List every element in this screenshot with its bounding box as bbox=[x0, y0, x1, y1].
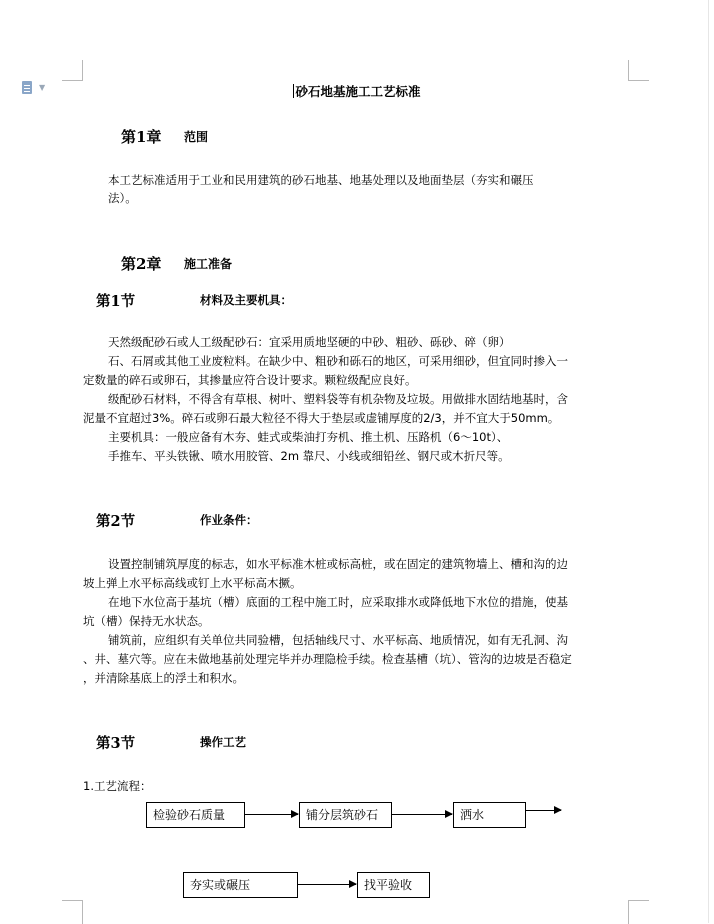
paragraph-line: ，并清除基底上的浮土和积水。 bbox=[83, 671, 244, 685]
section-3-heading bbox=[96, 732, 246, 753]
flow-step-inspect-sand: 检验砂石质量 bbox=[146, 802, 245, 828]
flow-arrow bbox=[298, 884, 356, 885]
page-corner-bottom-left bbox=[62, 900, 83, 924]
section-2-number: 第2节 bbox=[96, 513, 136, 530]
paragraph-line: 、井、墓穴等。应在未做地基前处理完毕并办理隐检手续。检查基槽（坑）、管沟的边坡是否稳定 bbox=[83, 652, 572, 666]
section-1-title: 材料及主要机具： bbox=[200, 293, 292, 307]
paragraph-line: 法）。 bbox=[108, 191, 137, 205]
chevron-down-icon[interactable]: ▼ bbox=[39, 83, 46, 92]
section-2-title: 作业条件： bbox=[200, 513, 258, 527]
chapter-1-title: 范围 bbox=[184, 130, 209, 144]
document-title[interactable]: 砂石地基施工工艺标准 bbox=[295, 84, 421, 99]
section-1-number: 第1节 bbox=[96, 293, 136, 310]
flow-arrow bbox=[526, 810, 561, 811]
paragraph-line: 泥量不宜超过3%。碎石或卵石最大粒径不得大于垫层或虚铺厚度的2/3，并不宜大于50mm。 bbox=[83, 411, 560, 425]
chapter-2-number: 第2章 bbox=[121, 255, 162, 273]
paragraph-line: 本工艺标准适用于工业和民用建筑的砂石地基、地基处理以及地面垫层（夯实和碾压 bbox=[108, 173, 534, 187]
flow-step-compaction: 夯实或碾压 bbox=[183, 872, 298, 898]
flow-label: 1.工艺流程： bbox=[83, 779, 152, 793]
paragraph-line: 在地下水位高于基坑（槽）底面的工程中施工时，应采取排水或降低地下水位的措施，使基 bbox=[108, 595, 568, 609]
paragraph-line: 坑（槽）保持无水状态。 bbox=[83, 614, 210, 628]
chapter-2-heading bbox=[121, 253, 233, 274]
page-right-edge bbox=[708, 0, 709, 923]
section-1-heading bbox=[96, 290, 292, 311]
page-corner-top-right bbox=[628, 60, 649, 81]
paragraph-line: 坡上弹上水平标高线或钉上水平标高木撅。 bbox=[83, 576, 302, 590]
paragraph-line: 主要机具：一般应备有木夯、蛙式或柴油打夯机、推土机、压路机（6～10t）、 bbox=[108, 430, 509, 444]
section-3-title: 操作工艺 bbox=[200, 735, 246, 749]
chapter-1-heading bbox=[121, 126, 209, 147]
chapter-2-title: 施工准备 bbox=[184, 257, 233, 271]
flow-arrow bbox=[392, 814, 452, 815]
flow-step-layered-laying: 铺分层筑砂石 bbox=[299, 802, 392, 828]
flow-step-leveling-acceptance: 找平验收 bbox=[357, 872, 430, 898]
paragraph-line: 手推车、平头铁锹、喷水用胶管、2m 靠尺、小线或细铅丝、钢尺或木折尺等。 bbox=[108, 449, 510, 463]
paragraph-line: 设置控制铺筑厚度的标志，如水平标准木桩或标高桩，或在固定的建筑物墙上、槽和沟的边 bbox=[108, 557, 568, 571]
paragraph-line: 级配砂石材料，不得含有草根、树叶、塑料袋等有机杂物及垃圾。用做排水固结地基时，含 bbox=[108, 392, 568, 406]
section-3-number: 第3节 bbox=[96, 735, 136, 752]
flow-arrow bbox=[245, 814, 298, 815]
chapter-1-number: 第1章 bbox=[121, 128, 162, 146]
paragraph-line: 定数量的碎石或卵石，其掺量应符合设计要求。颗粒级配应良好。 bbox=[83, 373, 417, 387]
paragraph-line: 天然级配砂石或人工级配砂石：宜采用质地坚硬的中砂、粗砂、砾砂、碎（卵） bbox=[108, 335, 511, 349]
section-2-heading bbox=[96, 510, 258, 531]
paragraph-line: 石、石屑或其他工业废粒料。在缺少中、粗砂和砾石的地区，可采用细砂，但宜同时掺入一 bbox=[108, 354, 568, 368]
paragraph-line: 铺筑前，应组织有关单位共同验槽，包括轴线尺寸、水平标高、地质情况，如有无孔洞、沟 bbox=[108, 633, 568, 647]
page-corner-bottom-right bbox=[628, 900, 649, 924]
page-corner-top-left bbox=[62, 60, 83, 81]
flow-step-watering: 洒水 bbox=[453, 802, 526, 828]
